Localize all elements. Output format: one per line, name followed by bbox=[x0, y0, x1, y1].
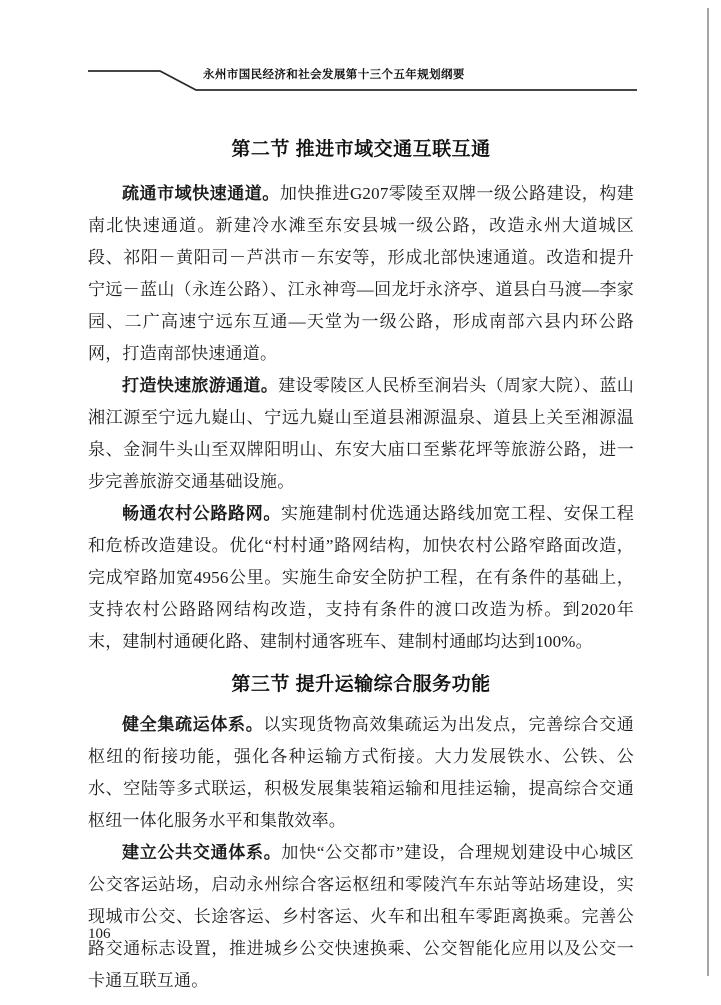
section-heading-2: 第二节 推进市域交通互联互通 bbox=[231, 139, 491, 160]
page-number: 106 bbox=[88, 926, 111, 942]
paragraph bbox=[88, 370, 634, 498]
paragraph bbox=[88, 709, 634, 837]
paragraph-lead: 打造快速旅游通道。 bbox=[122, 376, 279, 395]
paragraph-lead: 建立公共交通体系。 bbox=[122, 843, 282, 862]
paragraph-text: 建设零陵区人民桥至涧岩头（周家大院）、蓝山湘江源至宁远九嶷山、宁远九嶷山至道县湘源温泉、道县上关至湘源温泉、金洞牛头山至双牌阳明山、东安大庙口至紫花坪等旅游公路，进一步完善旅游交通基础设施。 bbox=[88, 376, 634, 491]
scan-artifact-line bbox=[707, 8, 709, 976]
paragraph-text: 加快推进G207零陵至双牌一级公路建设，构建南北快速通道。新建冷水滩至东安县城一级公路，改造永州大道城区段、祁阳－黄阳司－芦洪市－东安等，形成北部快速通道。改造和提升宁远－蓝山（永连公路）、江永神弯—回龙圩永济亭、道县白马渡—李家园、二广高速宁远东互通—天堂为一级公路，形成南部六县内环公路网，打造南部快速通道。 bbox=[88, 184, 634, 363]
paragraph-lead: 健全集疏运体系。 bbox=[122, 715, 264, 734]
paragraph-text: 以实现货物高效集疏运为出发点，完善综合交通枢纽的衔接功能，强化各种运输方式衔接。大力发展铁水、公铁、公水、空陆等多式联运，积极发展集装箱运输和甩挂运输，提高综合交通枢纽一体化服务水平和集散效率。 bbox=[88, 715, 634, 830]
paragraph-text: 实施建制村优选通达路线加宽工程、安保工程和危桥改造建设。优化“村村通”路网结构，加快农村公路窄路面改造，完成窄路加宽4956公里。实施生命安全防护工程，在有条件的基础上，支持农村公路路网结构改造，支持有条件的渡口改造为桥。到2020年末，建制村通硬化路、建制村通客班车、建制村通邮均达到100%。 bbox=[88, 504, 634, 651]
header-title: 永州市国民经济和社会发展第十三个五年规划纲要 bbox=[203, 69, 465, 81]
section-heading-3: 第三节 提升运输综合服务功能 bbox=[231, 674, 491, 695]
paragraph-lead: 畅通农村公路路网。 bbox=[122, 504, 282, 523]
paragraph bbox=[88, 178, 634, 370]
paragraph-text: 加快“公交都市”建设，合理规划建设中心城区公交客运站场，启动永州综合客运枢纽和零陵汽车东站等站场建设，实现城市公交、长途客运、乡村客运、火车和出租车零距离换乘。完善公路交通标志设置，推进城乡公交快速换乘、公交智能化应用以及公交一卡通互联互通。 bbox=[88, 843, 634, 990]
paragraph bbox=[88, 837, 634, 997]
paragraph-lead: 疏通市域快速通道。 bbox=[122, 184, 280, 203]
paragraph bbox=[88, 498, 634, 658]
page-content bbox=[88, 0, 634, 997]
